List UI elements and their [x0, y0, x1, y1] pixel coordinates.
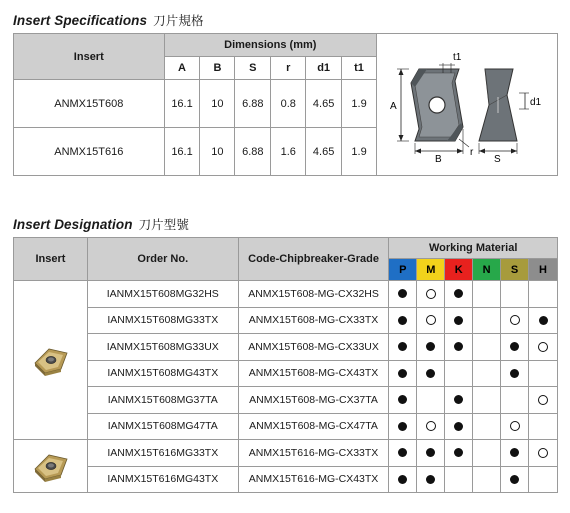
dim-label-t1: t1: [453, 52, 462, 63]
material-mark-cell: [529, 466, 558, 493]
recommended-dot-icon: [398, 289, 407, 298]
recommended-dot-icon: [398, 395, 407, 404]
material-mark-cell: [417, 413, 445, 440]
material-m-header: M: [417, 259, 445, 281]
col-t1: t1: [342, 57, 377, 80]
material-mark-cell: [445, 466, 473, 493]
insert-drawing: [379, 43, 554, 163]
dim-label-a: A: [390, 101, 398, 112]
order-no-cell: IANMX15T608MG33UX: [87, 334, 238, 361]
material-mark-cell: [529, 360, 558, 387]
table-row: [14, 307, 558, 334]
recommended-dot-icon: [398, 369, 407, 378]
material-mark-cell: [473, 387, 501, 414]
material-mark-cell: [529, 307, 558, 334]
recommended-dot-icon: [510, 448, 519, 457]
suitable-circle-icon: [510, 315, 520, 325]
material-p-header: P: [389, 259, 417, 281]
suitable-circle-icon: [538, 342, 548, 352]
table-row: [14, 387, 558, 414]
code-cell: ANMX15T608-MG-CX47TA: [238, 413, 389, 440]
code-cell: ANMX15T616-MG-CX33TX: [238, 440, 389, 467]
material-mark-cell: [529, 281, 558, 308]
recommended-dot-icon: [454, 448, 463, 457]
material-mark-cell: [389, 440, 417, 467]
material-mark-cell: [389, 387, 417, 414]
spec-value: 1.9: [342, 128, 377, 176]
material-mark-cell: [389, 413, 417, 440]
suitable-circle-icon: [426, 289, 436, 299]
material-mark-cell: [529, 334, 558, 361]
material-mark-cell: [389, 307, 417, 334]
spec-value: 1.9: [342, 80, 377, 128]
material-mark-cell: [417, 334, 445, 361]
spec-value: 10: [200, 80, 235, 128]
col-s: S: [235, 57, 271, 80]
recommended-dot-icon: [398, 342, 407, 351]
col-d1: d1: [306, 57, 342, 80]
spec-insert-name: ANMX15T608: [14, 80, 165, 128]
designation-body: [14, 281, 558, 493]
material-mark-cell: [417, 281, 445, 308]
material-mark-cell: [473, 334, 501, 361]
material-mark-cell: [529, 387, 558, 414]
recommended-dot-icon: [454, 395, 463, 404]
recommended-dot-icon: [398, 316, 407, 325]
recommended-dot-icon: [454, 422, 463, 431]
material-mark-cell: [501, 281, 529, 308]
material-mark-cell: [445, 360, 473, 387]
material-mark-cell: [501, 440, 529, 467]
material-mark-cell: [501, 413, 529, 440]
recommended-dot-icon: [426, 342, 435, 351]
material-mark-cell: [417, 360, 445, 387]
designation-table: [13, 237, 558, 493]
code-cell: ANMX15T608-MG-CX37TA: [238, 387, 389, 414]
order-no-cell: IANMX15T616MG43TX: [87, 466, 238, 493]
material-mark-cell: [501, 307, 529, 334]
table-row: [14, 334, 558, 361]
order-no-cell: IANMX15T616MG33TX: [87, 440, 238, 467]
material-mark-cell: [445, 440, 473, 467]
recommended-dot-icon: [454, 316, 463, 325]
spec-value: 4.65: [306, 128, 342, 176]
order-no-cell: IANMX15T608MG43TX: [87, 360, 238, 387]
insert-dimension-diagram: [376, 34, 557, 176]
designation-section-title: [13, 215, 189, 233]
dim-label-s: S: [494, 154, 502, 163]
insert-anmx15t616-photo: [31, 449, 69, 483]
material-mark-cell: [389, 360, 417, 387]
recommended-dot-icon: [539, 316, 548, 325]
material-mark-cell: [473, 281, 501, 308]
spec-value: 6.88: [235, 128, 271, 176]
recommended-dot-icon: [398, 448, 407, 457]
material-mark-cell: [529, 413, 558, 440]
material-mark-cell: [473, 440, 501, 467]
working-material-header: Working Material: [389, 238, 558, 259]
spec-title: Insert Specifications: [13, 13, 148, 28]
material-mark-cell: [389, 466, 417, 493]
col-a: A: [164, 57, 200, 80]
material-mark-cell: [501, 466, 529, 493]
material-mark-cell: [445, 387, 473, 414]
insert-image-cell: [14, 281, 88, 440]
table-row: [14, 440, 558, 467]
table-row: [14, 281, 558, 308]
spec-insert-header: Insert: [14, 34, 165, 80]
order-no-cell: IANMX15T608MG47TA: [87, 413, 238, 440]
material-k-header: K: [445, 259, 473, 281]
spec-title-cn: 刀片規格: [153, 13, 204, 28]
spec-value: 10: [200, 128, 235, 176]
recommended-dot-icon: [510, 342, 519, 351]
spec-value: 16.1: [164, 80, 200, 128]
order-no-cell: IANMX15T608MG32HS: [87, 281, 238, 308]
dim-label-r: r: [470, 147, 474, 158]
spec-table: [13, 33, 558, 176]
suitable-circle-icon: [510, 421, 520, 431]
recommended-dot-icon: [426, 475, 435, 484]
table-row: [14, 360, 558, 387]
material-n-header: N: [473, 259, 501, 281]
code-cell: ANMX15T608-MG-CX32HS: [238, 281, 389, 308]
spec-value: 16.1: [164, 128, 200, 176]
col-r: r: [271, 57, 306, 80]
designation-title: Insert Designation: [13, 217, 133, 232]
material-mark-cell: [389, 281, 417, 308]
dimensions-header: Dimensions (mm): [164, 34, 376, 57]
code-cell: ANMX15T608-MG-CX43TX: [238, 360, 389, 387]
spec-value: 0.8: [271, 80, 306, 128]
order-no-cell: IANMX15T608MG37TA: [87, 387, 238, 414]
material-mark-cell: [473, 307, 501, 334]
insert-image-cell: [14, 440, 88, 493]
dim-label-b: B: [435, 154, 443, 163]
col-b: B: [200, 57, 235, 80]
order-no-cell: IANMX15T608MG33TX: [87, 307, 238, 334]
table-row: [14, 466, 558, 493]
designation-title-cn: 刀片型號: [138, 217, 189, 232]
recommended-dot-icon: [426, 448, 435, 457]
code-cell: ANMX15T616-MG-CX43TX: [238, 466, 389, 493]
material-mark-cell: [417, 387, 445, 414]
recommended-dot-icon: [426, 369, 435, 378]
spec-insert-name: ANMX15T616: [14, 128, 165, 176]
material-mark-cell: [417, 440, 445, 467]
spec-value: 1.6: [271, 128, 306, 176]
material-mark-cell: [529, 440, 558, 467]
suitable-circle-icon: [538, 395, 548, 405]
material-h-header: H: [529, 259, 558, 281]
code-cell: ANMX15T608-MG-CX33UX: [238, 334, 389, 361]
table-row: [14, 413, 558, 440]
recommended-dot-icon: [398, 422, 407, 431]
recommended-dot-icon: [454, 289, 463, 298]
suitable-circle-icon: [538, 448, 548, 458]
material-mark-cell: [473, 466, 501, 493]
material-mark-cell: [445, 334, 473, 361]
insert-col-header: Insert: [14, 238, 88, 281]
material-mark-cell: [417, 466, 445, 493]
code-header: Code-Chipbreaker-Grade: [238, 238, 389, 281]
recommended-dot-icon: [510, 369, 519, 378]
material-mark-cell: [501, 387, 529, 414]
spec-section-title: [13, 11, 204, 29]
material-mark-cell: [417, 307, 445, 334]
material-mark-cell: [501, 334, 529, 361]
spec-value: 4.65: [306, 80, 342, 128]
material-mark-cell: [501, 360, 529, 387]
material-s-header: S: [501, 259, 529, 281]
material-mark-cell: [445, 307, 473, 334]
material-mark-cell: [473, 413, 501, 440]
material-mark-cell: [445, 413, 473, 440]
material-mark-cell: [473, 360, 501, 387]
insert-anmx15t608-photo: [31, 343, 69, 377]
dim-label-d1: d1: [530, 97, 542, 108]
spec-value: 6.88: [235, 80, 271, 128]
suitable-circle-icon: [426, 315, 436, 325]
recommended-dot-icon: [454, 342, 463, 351]
recommended-dot-icon: [510, 475, 519, 484]
recommended-dot-icon: [398, 475, 407, 484]
material-mark-cell: [445, 281, 473, 308]
material-mark-cell: [389, 334, 417, 361]
suitable-circle-icon: [426, 421, 436, 431]
code-cell: ANMX15T608-MG-CX33TX: [238, 307, 389, 334]
order-no-header: Order No.: [87, 238, 238, 281]
